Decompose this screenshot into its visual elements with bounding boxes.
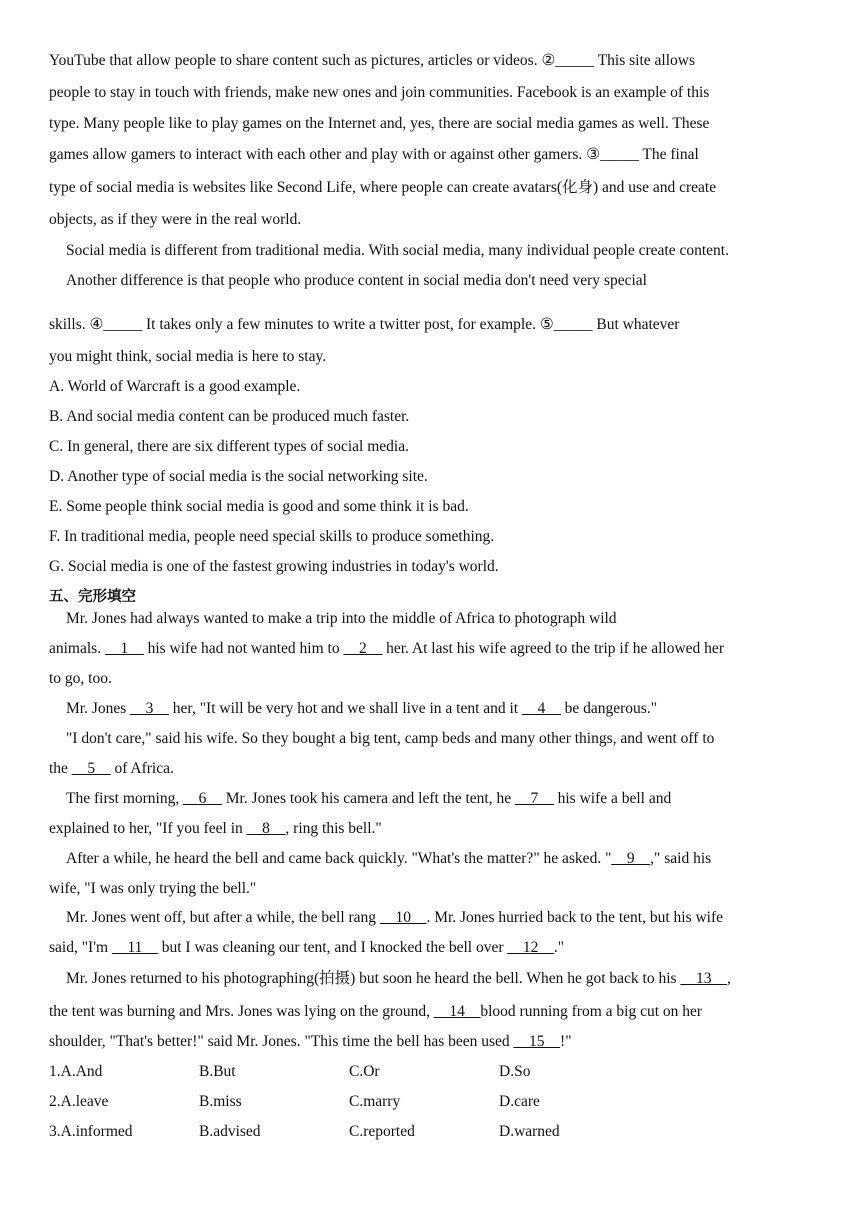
option-item: D. Another type of social media is the social networking site. xyxy=(49,468,428,485)
blank-4: __4__ xyxy=(522,700,561,717)
passage-line: skills. ④_____ It takes only a few minutes to write a twitter post, for example. ⑤_____ But whatever xyxy=(49,316,680,333)
text: the tent was burning and Mrs. Jones was lying on the ground, xyxy=(49,1003,434,1020)
cloze-line xyxy=(66,969,731,989)
cloze-line xyxy=(66,699,657,719)
text: Mr. Jones xyxy=(66,700,131,717)
cloze-line xyxy=(49,759,174,779)
blank-7: __7__ xyxy=(514,790,554,807)
blank-14: __14__ xyxy=(433,1003,481,1020)
cloze-line xyxy=(49,1002,702,1022)
option-item: A. World of Warcraft is a good example. xyxy=(49,378,301,395)
passage-line: type of social media is websites like Second Life, where people can create avatars(化身) and use and create xyxy=(49,179,717,196)
blank-8: __8__ xyxy=(246,820,286,837)
cloze-line xyxy=(49,1032,572,1052)
section-heading: 五、完形填空 xyxy=(49,589,136,605)
text: the xyxy=(49,760,72,777)
text: ," said his xyxy=(650,850,712,867)
passage-line: Another difference is that people who produce content in social media don't need very special xyxy=(66,272,647,289)
choice-b: B.miss xyxy=(199,1093,242,1110)
cloze-line xyxy=(49,639,724,659)
blank-2: __2__ xyxy=(343,640,383,657)
text: Mr. Jones returned to his photographing(拍摄) but soon he heard the bell. When he got back to his xyxy=(66,970,681,987)
blank-5: __5__ xyxy=(71,760,111,777)
text: , ring this bell." xyxy=(285,820,382,837)
text: his wife had not wanted him to xyxy=(143,640,344,657)
choice-d: D.warned xyxy=(499,1123,560,1140)
option-item: C. In general, there are six different types of social media. xyxy=(49,438,409,455)
cloze-line: wife, "I was only trying the bell." xyxy=(49,880,257,897)
passage-line: type. Many people like to play games on the Internet and, yes, there are social media games as well. These xyxy=(49,115,710,132)
text: of Africa. xyxy=(110,760,174,777)
choice-b: B.But xyxy=(199,1063,236,1080)
cloze-line: "I don't care," said his wife. So they bought a big tent, camp beds and many other things, and went off to xyxy=(66,730,715,747)
cloze-line xyxy=(49,819,382,839)
text: . Mr. Jones hurried back to the tent, but his wife xyxy=(426,909,724,926)
option-item: G. Social media is one of the fastest growing industries in today's world. xyxy=(49,558,499,575)
blank-9: __9__ xyxy=(611,850,651,867)
option-item: F. In traditional media, people need special skills to produce something. xyxy=(49,528,495,545)
text: be dangerous." xyxy=(560,700,658,717)
text: After a while, he heard the bell and came back quickly. "What's the matter?" he asked. " xyxy=(66,850,612,867)
text: her, "It will be very hot and we shall live in a tent and it xyxy=(168,700,522,717)
text: blood running from a big cut on her xyxy=(480,1003,703,1020)
passage-line: you might think, social media is here to stay. xyxy=(49,348,327,365)
text: Mr. Jones took his camera and left the tent, he xyxy=(221,790,515,807)
cloze-line: to go, too. xyxy=(49,670,112,687)
passage-line: Social media is different from traditional media. With social media, many individual people create content. xyxy=(66,242,729,259)
cloze-line xyxy=(66,789,671,809)
passage-line: people to stay in touch with friends, make new ones and join communities. Facebook is an example of this xyxy=(49,84,710,101)
text: , xyxy=(726,970,731,987)
choice-c: C.reported xyxy=(349,1123,415,1140)
text: Mr. Jones went off, but after a while, the bell rang xyxy=(66,909,380,926)
cloze-line xyxy=(49,938,564,958)
choice-b: B.advised xyxy=(199,1123,261,1140)
blank-15: __15__ xyxy=(513,1033,561,1050)
blank-11: __11__ xyxy=(111,939,158,956)
blank-6: __6__ xyxy=(183,790,222,807)
choice-c: C.Or xyxy=(349,1063,380,1080)
text: ." xyxy=(553,939,565,956)
choice-c: C.marry xyxy=(349,1093,401,1110)
blank-13: __13__ xyxy=(680,970,727,987)
text: animals. xyxy=(49,640,105,657)
choice-a: 3.A.informed xyxy=(49,1123,133,1140)
passage-line: objects, as if they were in the real world. xyxy=(49,211,302,228)
blank-3: __3__ xyxy=(130,700,169,717)
text: his wife a bell and xyxy=(553,790,672,807)
text: The first morning, xyxy=(66,790,184,807)
option-item: B. And social media content can be produced much faster. xyxy=(49,408,410,425)
choice-a: 2.A.leave xyxy=(49,1093,109,1110)
option-item: E. Some people think social media is good and some think it is bad. xyxy=(49,498,469,515)
choice-a: 1.A.And xyxy=(49,1063,103,1080)
text: but I was cleaning our tent, and I knocked the bell over xyxy=(157,939,508,956)
choice-d: D.care xyxy=(499,1093,540,1110)
passage-line: games allow gamers to interact with each other and play with or against other gamers. ③_____ The final xyxy=(49,146,699,163)
cloze-line xyxy=(66,849,711,869)
text: said, "I'm xyxy=(49,939,112,956)
text: !" xyxy=(560,1033,572,1050)
cloze-line: Mr. Jones had always wanted to make a trip into the middle of Africa to photograph wild xyxy=(66,610,617,627)
blank-10: __10__ xyxy=(379,909,427,926)
cloze-line xyxy=(66,908,723,928)
blank-1: __1__ xyxy=(104,640,144,657)
choice-d: D.So xyxy=(499,1063,531,1080)
blank-12: __12__ xyxy=(507,939,554,956)
text: explained to her, "If you feel in xyxy=(49,820,247,837)
text: her. At last his wife agreed to the trip if he allowed her xyxy=(382,640,724,657)
passage-line: YouTube that allow people to share content such as pictures, articles or videos. ②_____ This site allows xyxy=(49,52,696,69)
text: shoulder, "That's better!" said Mr. Jones. "This time the bell has been used xyxy=(49,1033,514,1050)
